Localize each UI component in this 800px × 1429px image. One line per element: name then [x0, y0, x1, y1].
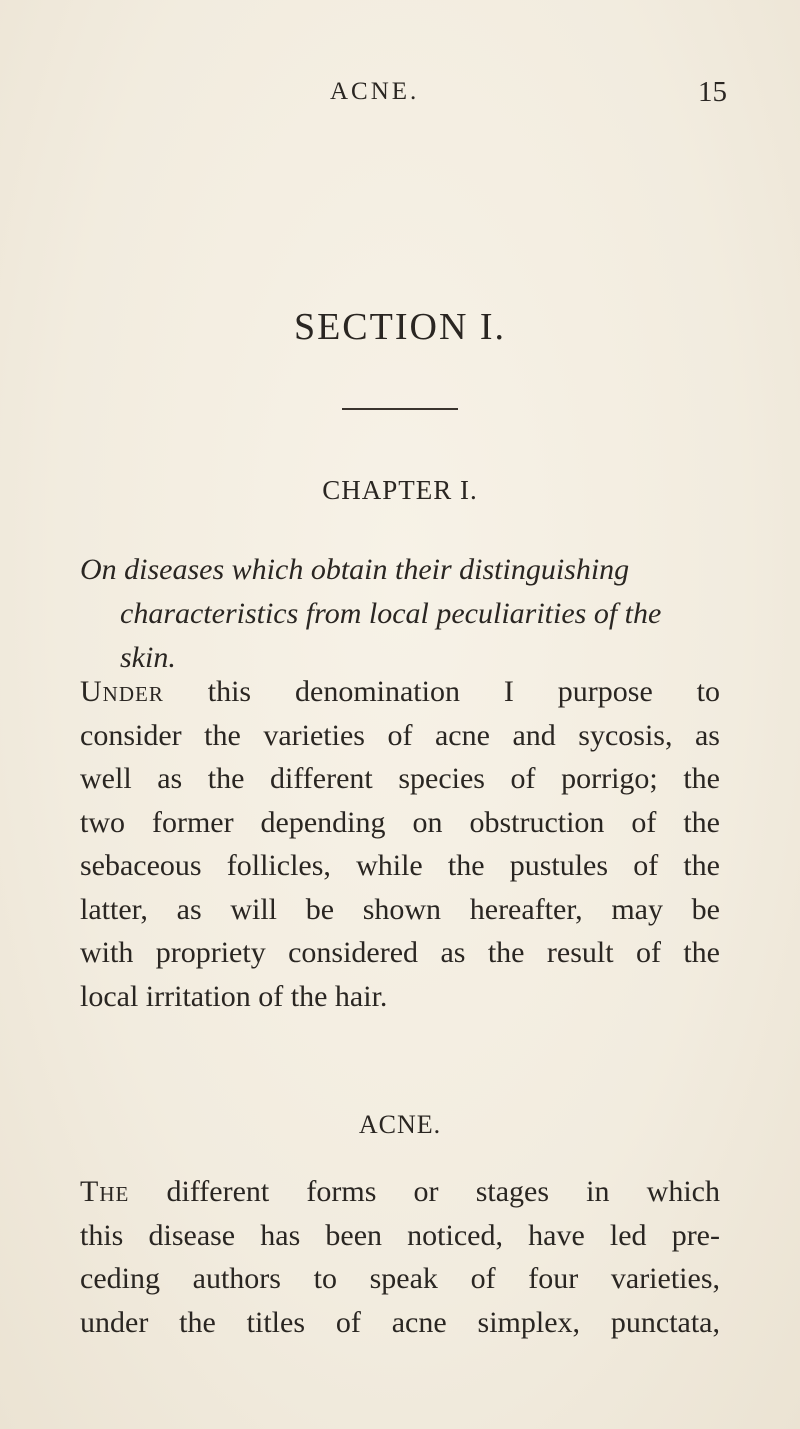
page-number: 15 — [698, 76, 727, 108]
lead-word: The — [80, 1175, 130, 1208]
acne-heading: ACNE. — [358, 1110, 442, 1139]
paragraph-line: well as the different species of porrigo; the — [80, 762, 720, 795]
paragraph-line: two former depending on obstruction of the — [80, 805, 720, 839]
chapter-subtitle — [80, 548, 720, 680]
running-title: ACNE. — [330, 78, 420, 105]
subtitle-line: characteristics from local peculiarities of the — [120, 597, 662, 630]
paragraph-line: this disease has been noticed, have led pre- — [80, 1218, 720, 1252]
paragraph-line — [80, 670, 720, 714]
chapter-title: CHAPTER I. — [322, 475, 478, 505]
paragraph-line — [80, 1170, 720, 1214]
running-head — [0, 78, 800, 118]
subtitle-line: On diseases which obtain their distinguishing — [80, 553, 630, 586]
paragraph-text: this denomination I purpose to — [163, 675, 720, 708]
section-divider — [342, 408, 458, 410]
paragraph-line: sebaceous follicles, while the pustules of the — [80, 849, 720, 882]
paragraph-line: consider the varieties of acne and sycosis, as — [80, 718, 720, 752]
paragraph-line: with propriety considered as the result of the — [80, 936, 720, 969]
paragraph-acne — [80, 1170, 720, 1344]
paragraph-line: local irritation of the hair. — [80, 979, 388, 1013]
lead-word: Under — [80, 675, 164, 708]
paragraph-intro — [80, 670, 720, 1018]
paragraph-line: under the titles of acne simplex, punctata, — [80, 1305, 720, 1339]
paragraph-line: ceding authors to speak of four varieties, — [80, 1262, 720, 1295]
section-title: SECTION I. — [293, 306, 507, 348]
paragraph-text: different forms or stages in which — [129, 1175, 720, 1208]
subtitle-line: skin. — [120, 641, 176, 674]
paragraph-line: latter, as will be shown hereafter, may be — [80, 892, 720, 926]
